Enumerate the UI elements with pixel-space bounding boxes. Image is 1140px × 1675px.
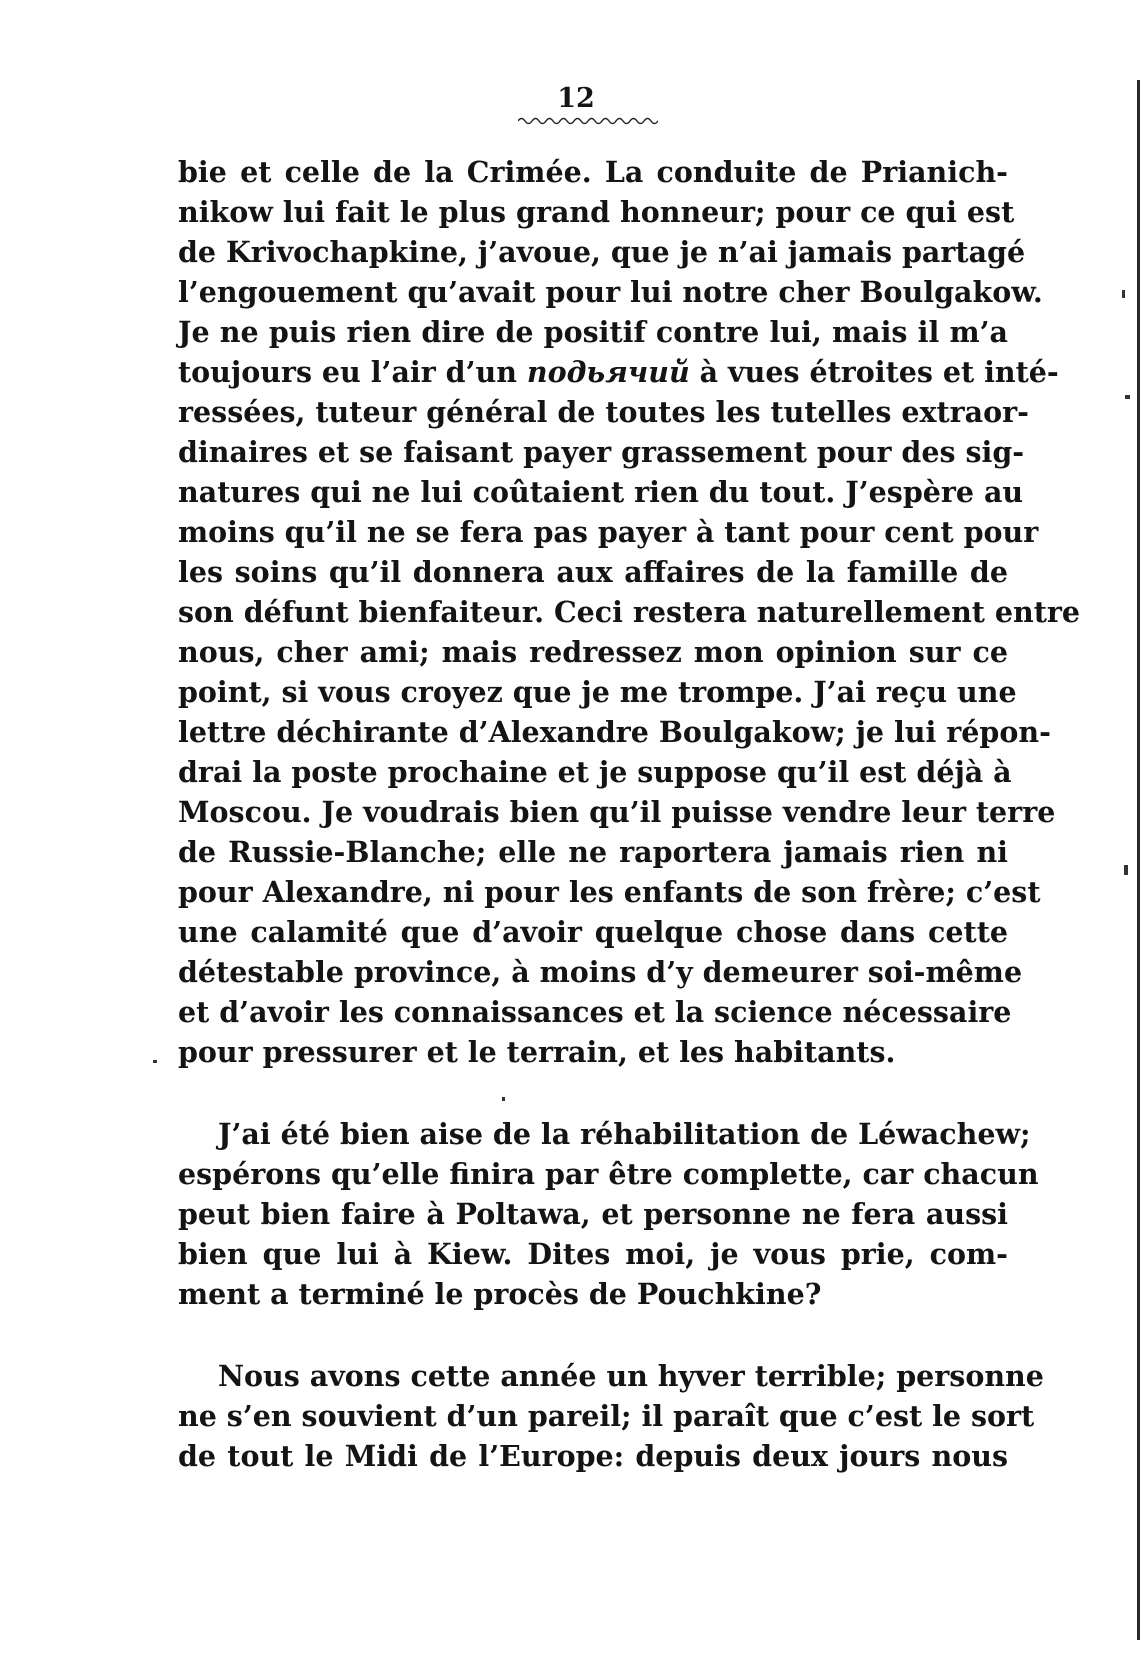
body-text — [178, 152, 1081, 1476]
scan-speck — [1125, 395, 1130, 399]
text-line: pour pressurer et le terrain, et les habitants. — [178, 1035, 896, 1069]
text-line: espérons qu’elle finira par être complette, car chacun — [178, 1157, 1039, 1191]
text-line: Nous avons cette année un hyver terrible; personne — [218, 1359, 1044, 1393]
scan-speck — [1124, 865, 1128, 875]
paragraph-1 — [178, 152, 1081, 1072]
text-line: ressées, tuteur général de toutes les tutelles extraor- — [178, 395, 1030, 429]
text-line: l’engouement qu’avait pour lui notre cher Boulgakow. — [178, 275, 1043, 309]
text-line: de Russie-Blanche; elle ne raportera jamais rien ni — [178, 835, 1008, 869]
text-line: dinaires et se faisant payer grassement pour des sig- — [178, 435, 1025, 469]
text-line: ne s’en souvient d’un pareil; il paraît que c’est le sort — [178, 1399, 1035, 1433]
paragraph-3 — [178, 1356, 1044, 1476]
text-line: ment a terminé le procès de Pouchkine? — [178, 1277, 822, 1311]
scan-speck — [153, 1060, 157, 1063]
scan-speck — [502, 1097, 505, 1101]
text-line: les soins qu’il donnera aux affaires de la famille de — [178, 555, 1008, 589]
cyrillic-word: подьячий — [526, 355, 690, 389]
text-line: détestable province, à moins d’y demeurer soi-même — [178, 955, 1023, 989]
text-line: moins qu’il ne se fera pas payer à tant pour cent pour — [178, 515, 1039, 549]
text-line: nikow lui fait le plus grand honneur; pour ce qui est — [178, 195, 1015, 229]
text-line: et d’avoir les connaissances et la science nécessaire — [178, 995, 1012, 1029]
text-line: point, si vous croyez que je me trompe. J’ai reçu une — [178, 675, 1017, 709]
scan-speck — [1122, 290, 1125, 298]
page-header — [0, 84, 1140, 114]
text-line: Moscou. Je voudrais bien qu’il puisse vendre leur terre — [178, 795, 1056, 829]
wavy-ornament — [518, 116, 658, 126]
page-number: 12 — [557, 83, 595, 114]
text-line: bien que lui à Kiew. Dites moi, je vous prie, com- — [178, 1237, 1008, 1271]
text-line: lettre déchirante d’Alexandre Boulgakow; je lui répon- — [178, 715, 1051, 749]
text-line: Je ne puis rien dire de positif contre lui, mais il m’a — [178, 315, 1008, 349]
text-line: de Krivochapkine, j’avoue, que je n’ai jamais partagé — [178, 235, 1026, 269]
text-line: bie et celle de la Crimée. La conduite de Prianich- — [178, 155, 1008, 189]
text-line: pour Alexandre, ni pour les enfants de son frère; c’est — [178, 875, 1041, 909]
text-fragment: toujours eu l’air d’un — [178, 355, 527, 389]
text-line: natures qui ne lui coûtaient rien du tout. J’espère au — [178, 475, 1024, 509]
paragraph-2 — [178, 1114, 1039, 1314]
text-line: de tout le Midi de l’Europe: depuis deux jours nous — [178, 1439, 1008, 1473]
text-line: peut bien faire à Poltawa, et personne ne fera aussi — [178, 1197, 1008, 1231]
text-fragment: à vues étroites et inté- — [689, 355, 1059, 389]
text-line: J’ai été bien aise de la réhabilitation de Léwachew; — [218, 1117, 1031, 1151]
text-line: son défunt bienfaiteur. Ceci restera naturellement entre — [178, 595, 1081, 629]
text-line: une calamité que d’avoir quelque chose dans cette — [178, 915, 1008, 949]
text-line-with-cyrillic — [178, 352, 1059, 392]
text-line: drai la poste prochaine et je suppose qu’il est déjà à — [178, 755, 1012, 789]
text-line: nous, cher ami; mais redressez mon opinion sur ce — [178, 635, 1008, 669]
